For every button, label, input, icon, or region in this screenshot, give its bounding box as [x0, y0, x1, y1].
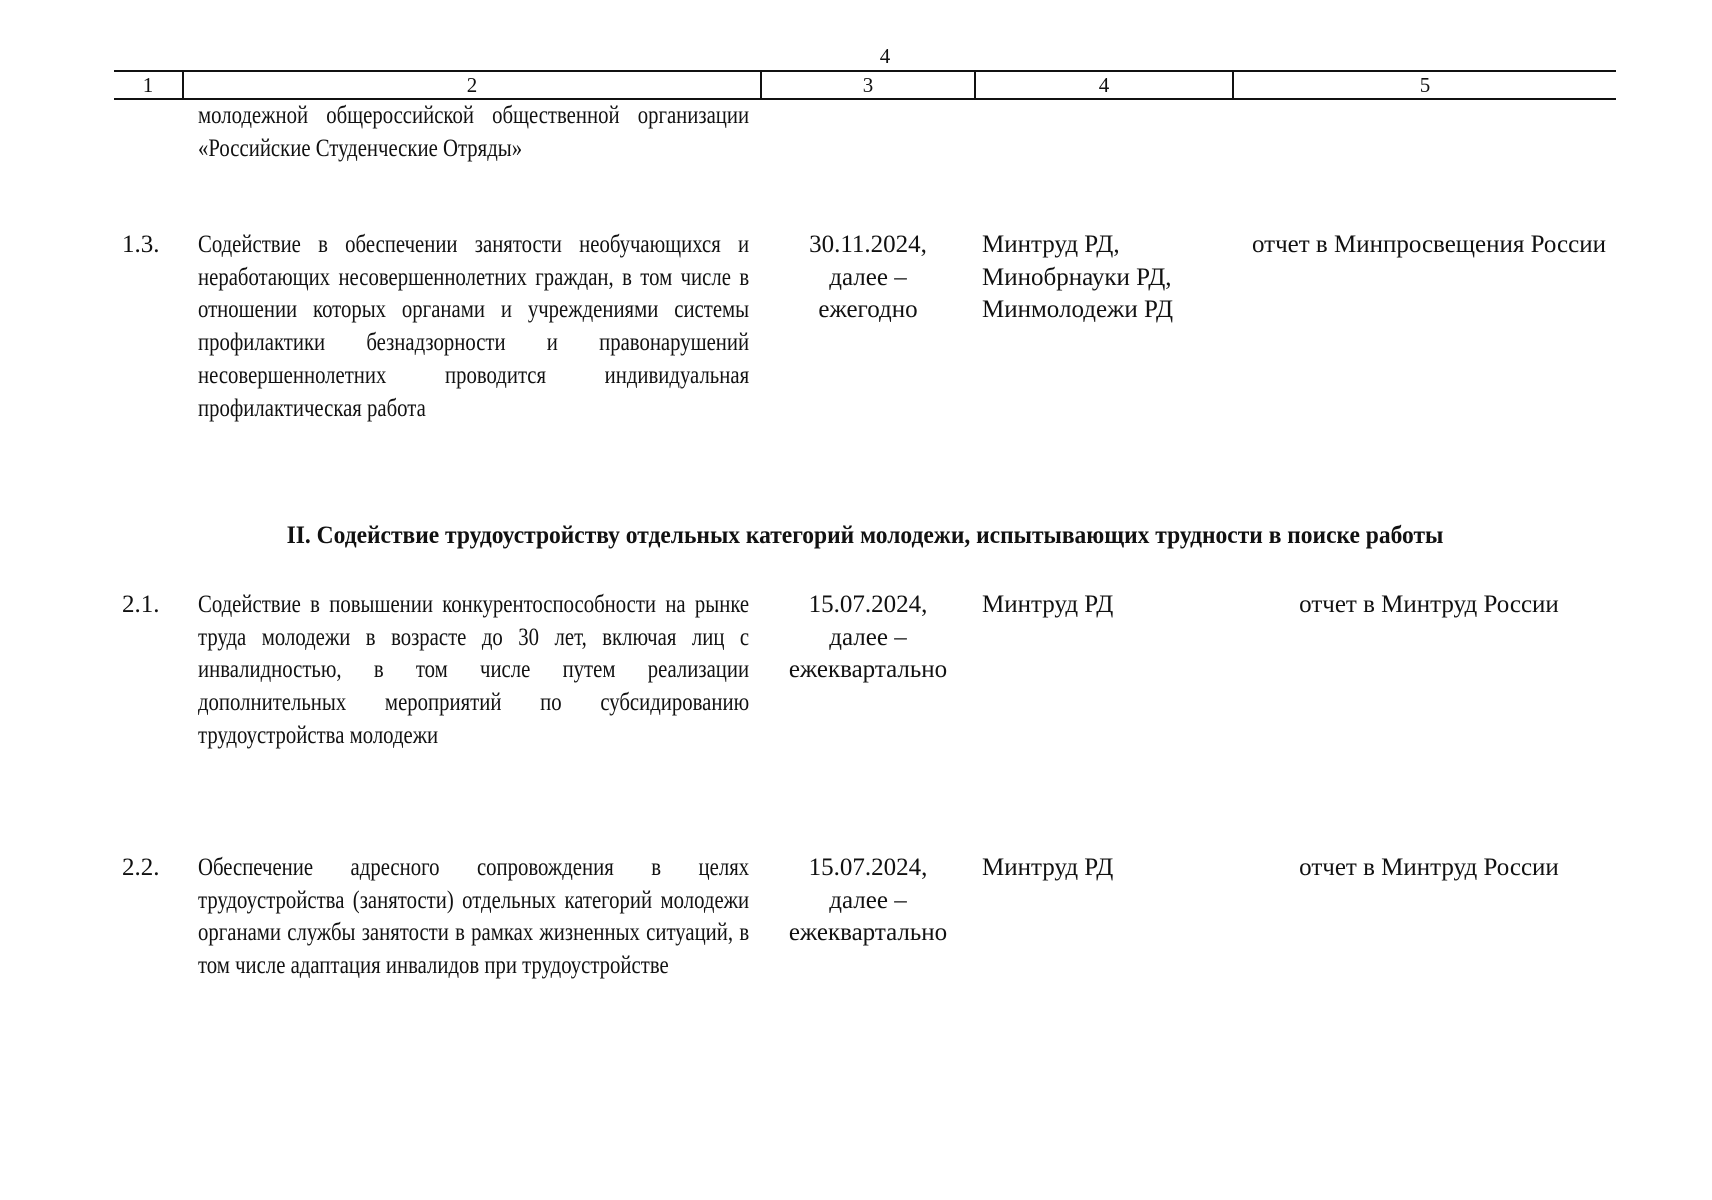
page-number: 4: [879, 44, 891, 68]
row-number: 2.1.: [122, 591, 160, 618]
measure-text: Содействие в повышении конкурентоспособности на рынке труда молодежи в возрасте до 30 лет, включая лиц с инвалидностью, в том числе путем реализации дополнительных мероприятий по субсидированию трудоустройства молодежи: [198, 591, 750, 749]
executors: Минтруд РД, Минобрнауки РД, Минмолодежи РД: [982, 231, 1174, 324]
table-header-cell: 3: [760, 72, 974, 98]
deadline: 15.07.2024, далее – ежеквартально: [788, 591, 948, 684]
row-number: 2.2.: [122, 854, 160, 881]
report-form: отчет в Минтруд России: [1299, 591, 1559, 618]
deadline: 30.11.2024, далее – ежегодно: [809, 231, 927, 324]
table-header-cell: 2: [182, 72, 760, 98]
section-title: II. Содействие трудоустройству отдельных категорий молодежи, испытывающих трудности в поиске работы: [286, 522, 1444, 549]
table-header-row: [114, 70, 1616, 100]
report-form: отчет в Минпросвещения России: [1251, 231, 1607, 258]
executors: Минтруд РД: [982, 591, 1114, 618]
executors: Минтруд РД: [982, 854, 1114, 881]
table-header-cell: 5: [1232, 72, 1616, 98]
measure-text: Содействие в обеспечении занятости необучающихся и неработающих несовершеннолетних граждан, в том числе в отношении которых органами и учреждениями системы профилактики безнадзорности и правонарушений несовершеннолетних проводится индивидуальная профилактическая работа: [198, 231, 750, 422]
table-header-cell: 1: [142, 73, 154, 97]
report-form: отчет в Минтруд России: [1299, 854, 1559, 881]
measure-text: молодежной общероссийской общественной организации «Российские Студенческие Отряды»: [198, 102, 750, 162]
row-number: 1.3.: [122, 231, 160, 258]
table-header-cell: 4: [974, 72, 1232, 98]
deadline: 15.07.2024, далее – ежеквартально: [788, 854, 948, 947]
measure-text: Обеспечение адресного сопровождения в целях трудоустройства (занятости) отдельных категорий молодежи органами службы занятости в рамках жизненных ситуаций, в том числе адаптация инвалидов при трудоустройстве: [198, 854, 750, 980]
